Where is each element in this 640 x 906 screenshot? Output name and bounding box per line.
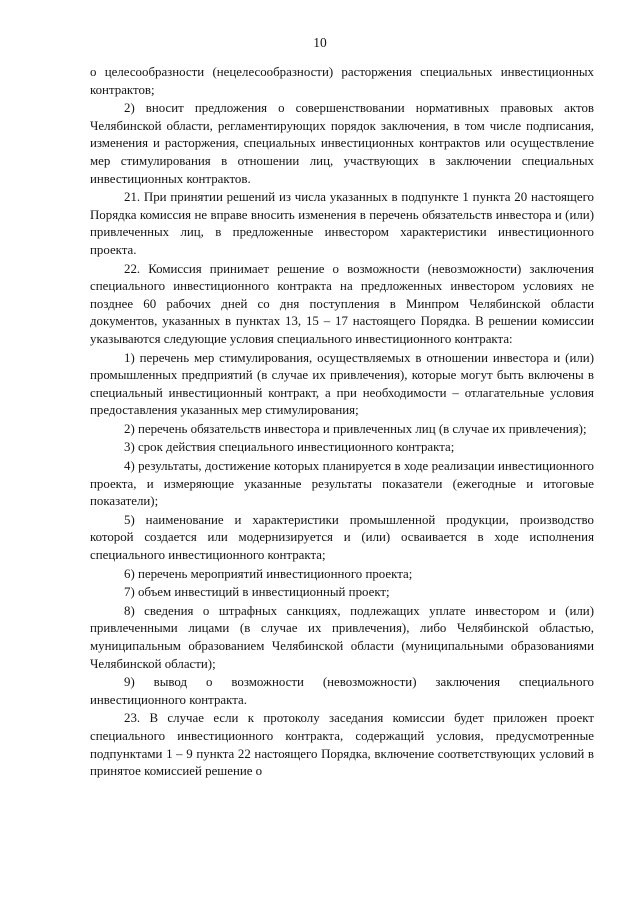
document-body (90, 64, 594, 782)
paragraph: 7) объем инвестиций в инвестиционный проект; (124, 585, 390, 600)
paragraph: о целесообразности (нецелесообразности) расторжения специальных инвестиционных контрактов; (90, 65, 594, 97)
paragraph: 3) срок действия специального инвестиционного контракта; (124, 440, 455, 455)
paragraph: 5) наименование и характеристики промышленной продукции, производство которой создается или модернизируется и (или) осваивается в ходе исполнения специального инвестиционного контракта; (90, 512, 594, 563)
paragraph: 6) перечень мероприятий инвестиционного проекта; (124, 566, 413, 581)
paragraph: 8) сведения о штрафных санкциях, подлежащих уплате инвестором и (или) привлеченными лицами (в случае их привлечения), либо Челябинской областью, муниципальным образованием Челябинской области (муниципальными образованиями Челябинской области); (90, 603, 594, 671)
paragraph: 2) перечень обязательств инвестора и привлеченных лиц (в случае их привлечения); (124, 421, 587, 436)
paragraph: 21. При принятии решений из числа указанных в подпункте 1 пункта 20 настоящего Порядка комиссия не вправе вносить изменения в перечень обязательств инвестора и (или) привлеченных лиц, в предложенные инвестором характеристики инвестиционного проекта. (90, 190, 594, 257)
paragraph: 4) результаты, достижение которых планируется в ходе реализации инвестиционного проекта, и измеряющие указанные результаты показатели (ежегодные и итоговые показатели); (90, 459, 594, 509)
paragraph: 2) вносит предложения о совершенствовании нормативных правовых актов Челябинской области, регламентирующих порядок заключения, в том числе подписания, изменения и расторжения, специальных инвестиционных контрактов или осуществление мер стимулирования в отношении лиц, участвующих в заключении специальных инвестиционных контрактов. (90, 101, 594, 186)
page-number: 10 (313, 35, 327, 50)
paragraph: 1) перечень мер стимулирования, осуществляемых в отношении инвестора и (или) промышленных предприятий (в случае их привлечения), которые могут быть включены в специальный инвестиционный контракт, а при необходимости – отлагательные условия предоставления указанных мер стимулирования; (90, 350, 594, 418)
paragraph: 22. Комиссия принимает решение о возможности (невозможности) заключения специального инвестиционного контракта на предложенных инвестором условиях не позднее 60 рабочих дней со дня поступления в Минпром Челябинской области документов, указанных в пунктах 13, 15 – 17 настоящего Порядка. В решении комиссии указываются следующие условия специального инвестиционного контракта: (90, 261, 594, 346)
paragraph: 9) вывод о возможности (невозможности) заключения специального инвестиционного контракта. (90, 675, 594, 707)
paragraph: 23. В случае если к протоколу заседания комиссии будет приложен проект специального инвестиционного контракта, содержащий условия, предусмотренные подпунктами 1 – 9 пункта 22 настоящего Порядка, включение соответствующих условий в принятое комиссией решение о (90, 711, 594, 779)
